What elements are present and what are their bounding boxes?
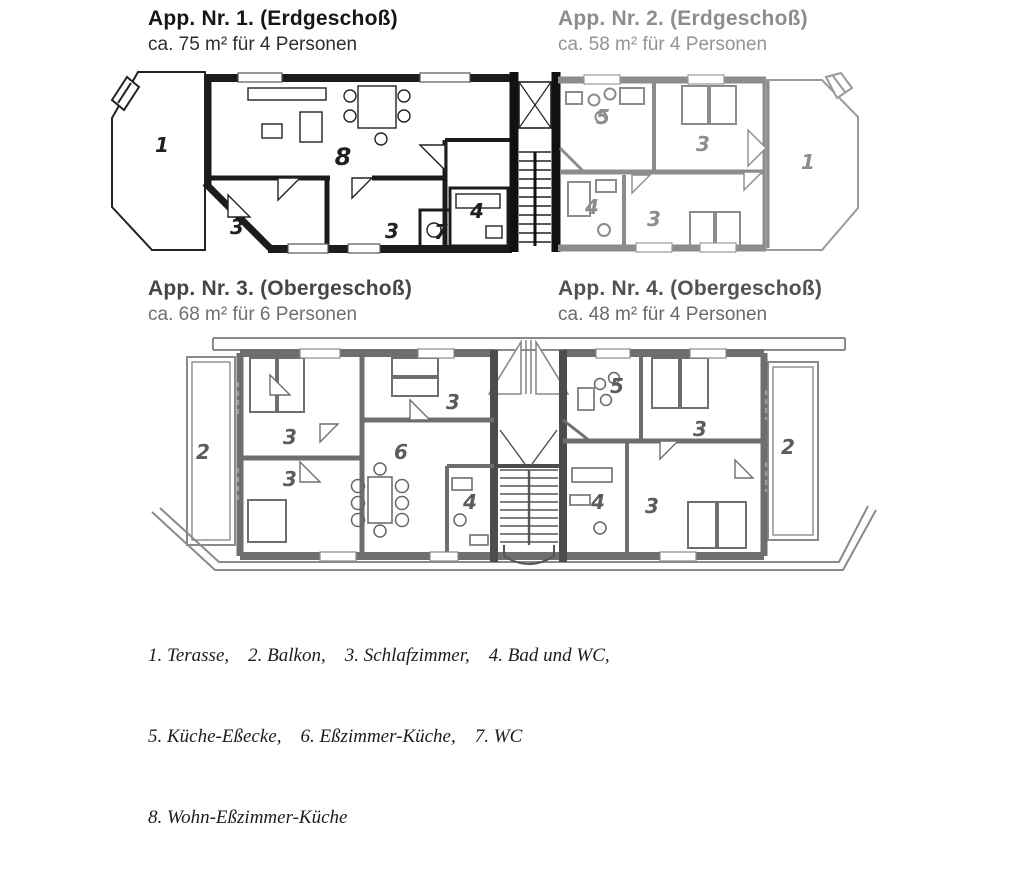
room-label-og-bedroom3a: 3: [283, 425, 297, 449]
room-label-og-bedroom3d: 3: [693, 417, 707, 441]
room-label-og-kitchen5: 5: [610, 374, 624, 398]
room-label-eg-bath4: 4: [470, 199, 484, 223]
erdgeschoss-plan: [112, 72, 858, 253]
room-label-eg-terrace1b: 1: [801, 150, 815, 174]
room-label-og-bedroom3e: 3: [645, 494, 659, 518]
legend-line-1: 1. Terasse, 2. Balkon, 3. Schlafzimmer, 4. Bad und WC,: [148, 645, 610, 666]
room-label-eg-livingkitchen8: 8: [334, 143, 352, 171]
room-label-og-diningkitchen6: 6: [394, 440, 408, 464]
room-label-og-balcony2b: 2: [781, 435, 795, 459]
header-app2-title: App. Nr. 2. (Erdgeschoß): [558, 7, 808, 30]
room-label-og-bath4b: 4: [591, 490, 605, 514]
room-label-og-balcony2a: 2: [196, 440, 210, 464]
header-app2-subtitle: ca. 58 m² für 4 Personen: [558, 34, 768, 55]
header-app4-title: App. Nr. 4. (Obergeschoß): [558, 277, 823, 300]
header-app1-title: App. Nr. 1. (Erdgeschoß): [148, 7, 398, 30]
room-label-eg-bedroom3c: 3: [696, 132, 710, 156]
room-label-eg-terrace1: 1: [155, 133, 169, 157]
legend-line-3: 8. Wohn-Eßzimmer-Küche: [148, 807, 348, 828]
header-app3-title: App. Nr. 3. (Obergeschoß): [148, 277, 413, 300]
room-label-eg-kitchen5: 5: [596, 105, 610, 129]
room-label-eg-bedroom3d: 3: [647, 207, 661, 231]
room-label-og-bath4a: 4: [463, 490, 477, 514]
legend-line-2: 5. Küche-Eßecke, 6. Eßzimmer-Küche, 7. WC: [148, 726, 523, 747]
header-app1-subtitle: ca. 75 m² für 4 Personen: [148, 34, 358, 55]
room-label-og-bedroom3b: 3: [283, 467, 297, 491]
room-label-eg-wc7: 7: [434, 220, 448, 244]
room-label-eg-bath4b: 4: [585, 195, 599, 219]
room-label-eg-bedroom3b: 3: [385, 219, 399, 243]
room-label-eg-bedroom3a: 3: [230, 215, 244, 239]
legend: [148, 588, 610, 885]
header-app3-subtitle: ca. 68 m² für 6 Personen: [148, 304, 358, 325]
room-label-og-bedroom3c: 3: [446, 390, 460, 414]
header-app4-subtitle: ca. 48 m² für 4 Personen: [558, 304, 768, 325]
